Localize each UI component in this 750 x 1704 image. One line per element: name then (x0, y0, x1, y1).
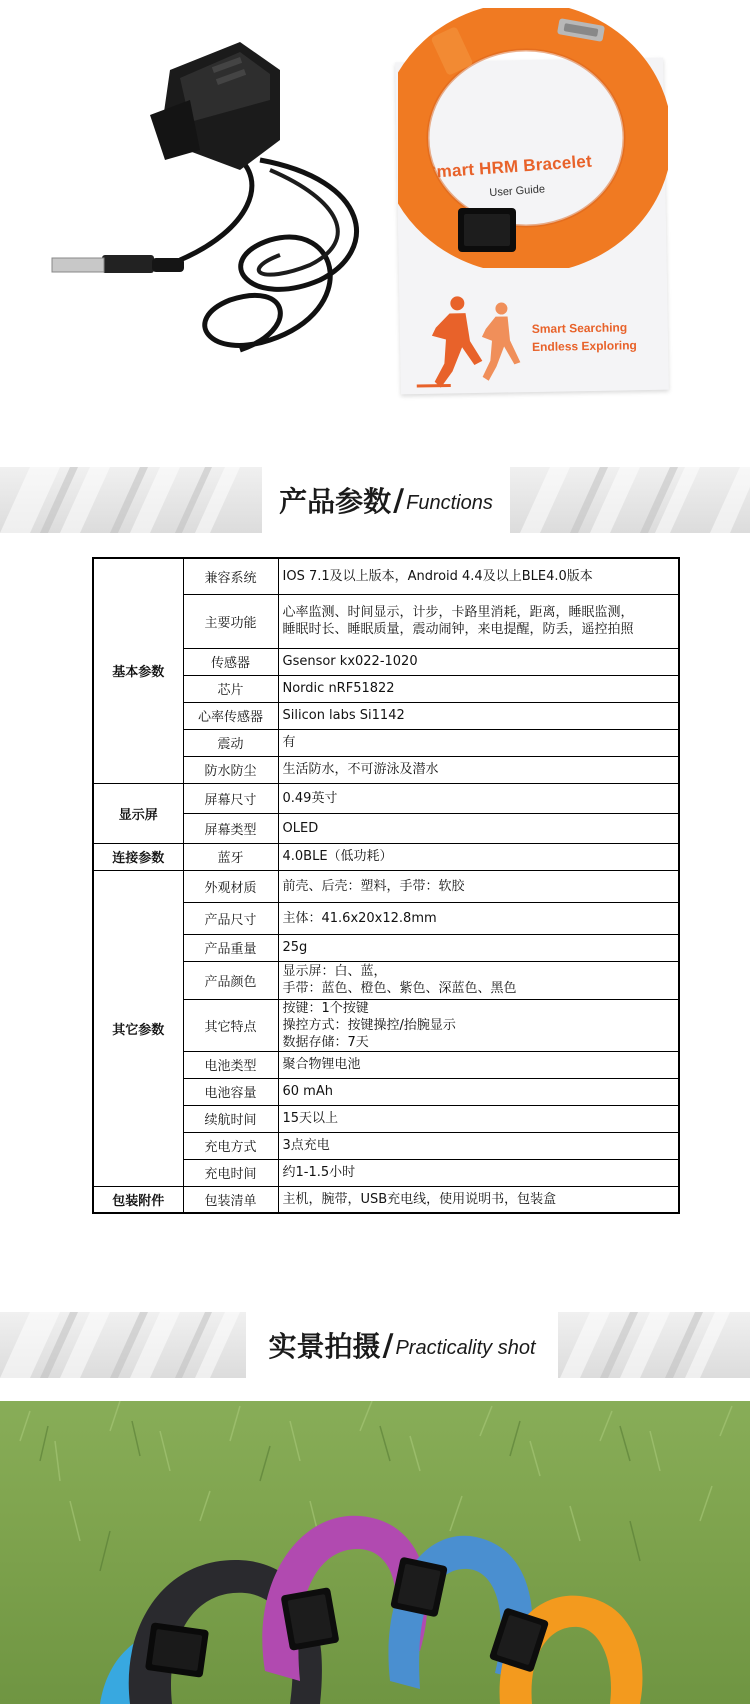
spec-param-value (278, 783, 679, 813)
spec-value-line: 生活防水，不可游泳及潜水 (282, 762, 439, 777)
section-banner-functions (0, 467, 750, 533)
spec-param-value (278, 558, 679, 594)
spec-param-value (278, 702, 679, 729)
spec-value-line: 手带：蓝色、橙色、紫色、深蓝色、黑色 (282, 981, 517, 996)
runners-illustration (409, 290, 531, 402)
spec-row (93, 843, 679, 870)
spec-value-line: 心率监测、时间显示，计步，卡路里消耗，距离，睡眠监测， (282, 605, 634, 620)
spec-value-line: IOS 7.1及以上版本，Android 4.4及以上BLE4.0版本 (282, 568, 593, 584)
spec-param-value (278, 729, 679, 756)
spec-table (92, 557, 680, 1214)
spec-value-line: 3点充电 (282, 1138, 330, 1153)
spec-param-name: 蓝牙 (183, 843, 278, 870)
spec-param-name: 其它特点 (183, 999, 278, 1051)
spec-param-value (278, 1132, 679, 1159)
banner-slash: / (393, 482, 405, 518)
spec-value-line: Gsensor kx022-1020 (282, 654, 418, 669)
manual-tagline-2: Endless Exploring (531, 338, 637, 355)
spec-param-name: 续航时间 (183, 1105, 278, 1132)
section-banner-practicality (0, 1312, 750, 1378)
spec-param-name: 心率传感器 (183, 702, 278, 729)
spec-param-name: 主要功能 (183, 594, 278, 648)
spec-value-line: 数据存储：7天 (282, 1034, 369, 1050)
spec-row (93, 783, 679, 813)
spec-param-value (278, 961, 679, 999)
spec-param-value (278, 756, 679, 783)
spec-value-line: 0.49英寸 (282, 790, 338, 806)
spec-value-line: 4.0BLE（低功耗） (282, 849, 393, 864)
spec-value-line: 睡眠时长、睡眠质量，震动闹钟，来电提醒，防丢，遥控拍照 (282, 622, 634, 637)
spec-category: 显示屏 (93, 783, 183, 843)
spec-value-line: 15天以上 (282, 1111, 339, 1126)
spec-row (93, 558, 679, 594)
colored-bracelets (0, 1401, 750, 1704)
product-photo-bottom (0, 1401, 750, 1704)
spec-param-value (278, 1078, 679, 1105)
spec-value-line: Nordic nRF51822 (282, 681, 395, 696)
banner-title-box (262, 467, 510, 533)
spec-category: 基本参数 (93, 558, 183, 783)
manual-tagline-1: Smart Searching (531, 320, 628, 337)
spec-param-value (278, 934, 679, 961)
spec-category: 包装附件 (93, 1186, 183, 1213)
spec-param-name: 外观材质 (183, 870, 278, 902)
banner-slash: / (382, 1327, 394, 1363)
spec-param-name: 传感器 (183, 648, 278, 675)
spec-param-value (278, 999, 679, 1051)
spec-param-name: 产品尺寸 (183, 902, 278, 934)
spec-category: 连接参数 (93, 843, 183, 870)
spec-value-line: Silicon labs Si1142 (282, 708, 405, 723)
spec-param-name: 电池容量 (183, 1078, 278, 1105)
spec-value-line: 有 (282, 735, 296, 750)
spec-param-value (278, 1186, 679, 1213)
banner-title-cn: 产品参数 (279, 485, 392, 518)
spec-value-line: 60 mAh (282, 1084, 333, 1099)
spec-value-line: 操控方式：按键操控/抬腕显示 (282, 1017, 456, 1033)
spec-value-line: 聚合物锂电池 (282, 1057, 361, 1072)
spec-param-value (278, 843, 679, 870)
spec-param-value (278, 1051, 679, 1078)
spec-value-line: 主机，腕带，USB充电线，使用说明书，包装盒 (282, 1191, 557, 1207)
spec-param-name: 充电时间 (183, 1159, 278, 1186)
spec-param-value (278, 1105, 679, 1132)
manual-subtitle: User Guide (489, 183, 546, 200)
banner-title-cn: 实景拍摄 (268, 1330, 381, 1363)
banner-title-en: Functions (406, 491, 493, 514)
spec-value-line: OLED (282, 820, 319, 836)
spec-value-line: 显示屏：白、蓝， (282, 964, 387, 979)
spec-param-value (278, 813, 679, 843)
spec-param-value (278, 648, 679, 675)
spec-value-line: 前壳、后壳：塑料，手带：软胶 (282, 878, 465, 894)
spec-param-value (278, 902, 679, 934)
spec-param-value (278, 870, 679, 902)
usb-charger-cable (40, 30, 400, 370)
spec-param-name: 芯片 (183, 675, 278, 702)
spec-param-name: 充电方式 (183, 1132, 278, 1159)
spec-table-body (93, 558, 679, 1213)
spec-value-line: 25g (282, 940, 308, 955)
orange-bracelet (398, 8, 668, 268)
manual-title: Smart HRM Bracelet (424, 151, 593, 183)
spec-param-name: 产品颜色 (183, 961, 278, 999)
spec-value-line: 约1-1.5小时 (282, 1165, 356, 1180)
spec-param-name: 屏幕尺寸 (183, 783, 278, 813)
spec-param-value (278, 594, 679, 648)
spec-param-name: 电池类型 (183, 1051, 278, 1078)
banner-title-en: Practicality shot (395, 1336, 536, 1359)
banner-title-box (246, 1312, 558, 1378)
spec-param-name: 包装清单 (183, 1186, 278, 1213)
spec-category: 其它参数 (93, 870, 183, 1186)
spec-param-name: 屏幕类型 (183, 813, 278, 843)
spec-param-name: 产品重量 (183, 934, 278, 961)
spec-param-name: 防水防尘 (183, 756, 278, 783)
spec-param-value (278, 675, 679, 702)
spec-row (93, 870, 679, 902)
spec-param-value (278, 1159, 679, 1186)
spec-value-line: 按键：1个按键 (282, 1000, 369, 1016)
spec-row (93, 1186, 679, 1213)
spec-param-name: 震动 (183, 729, 278, 756)
product-photo-top (0, 0, 750, 460)
spec-param-name: 兼容系统 (183, 558, 278, 594)
spec-value-line: 主体：41.6x20x12.8mm (282, 910, 437, 926)
